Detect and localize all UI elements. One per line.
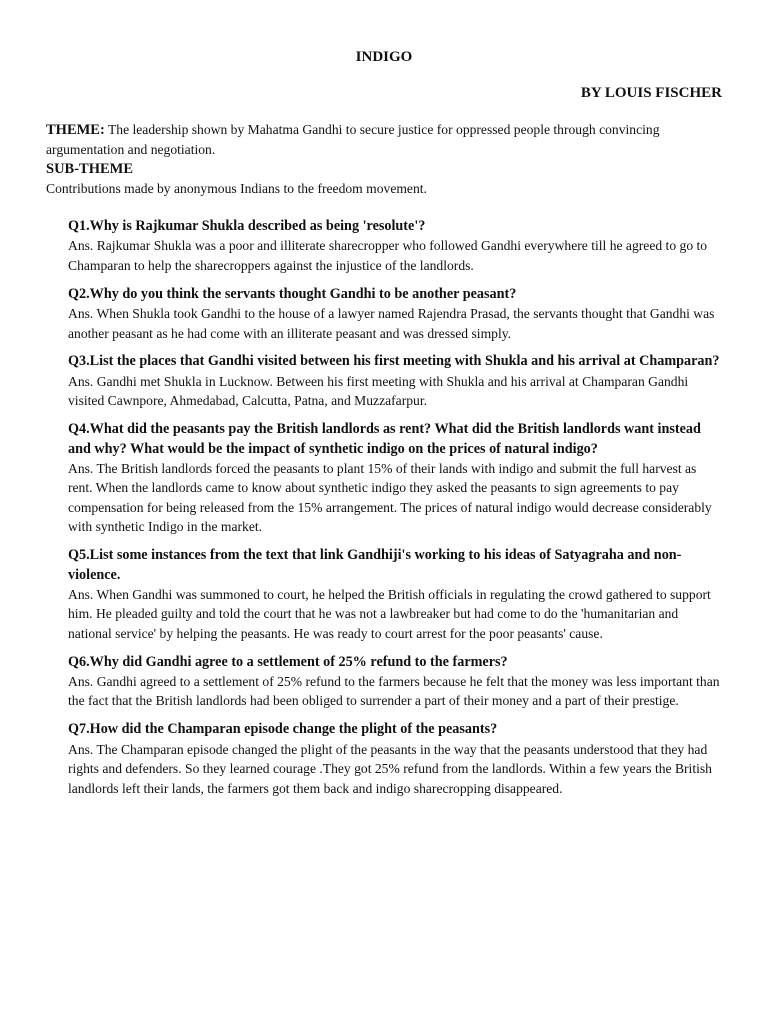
question-5: Q5.List some instances from the text that link Gandhiji's working to his ideas of Satyagraha and non-violence. xyxy=(68,547,682,583)
subtheme-label: SUB-THEME xyxy=(46,160,134,177)
question-7: Q7.How did the Champaran episode change the plight of the peasants? xyxy=(68,721,498,738)
qa-item-1 xyxy=(68,217,722,275)
subtheme-text: Contributions made by anonymous Indians to the freedom movement. xyxy=(46,181,427,197)
qa-list xyxy=(68,217,722,807)
answer-1: Ans. Rajkumar Shukla was a poor and illiterate sharecropper who followed Gandhi everywhere till he agreed to go to Champaran to help the sharecroppers against the injustice of the landlords. xyxy=(68,238,708,273)
theme-paragraph xyxy=(46,120,728,160)
question-1: Q1.Why is Rajkumar Shukla described as being 'resolute'? xyxy=(68,218,426,234)
theme-text: The leadership shown by Mahatma Gandhi to secure justice for oppressed people through convincing argumentation and negotiation. xyxy=(46,122,660,158)
qa-item-6 xyxy=(68,653,722,711)
question-2: Q2.Why do you think the servants thought Gandhi to be another peasant? xyxy=(68,285,517,302)
qa-item-3 xyxy=(68,352,722,410)
question-4: Q4.What did the peasants pay the British landlords as rent? What did the British landlords want instead and why? What would be the impact of synthetic indigo on the prices of natural indigo? xyxy=(68,421,701,457)
question-6: Q6.Why did Gandhi agree to a settlement of 25% refund to the farmers? xyxy=(68,653,508,670)
answer-4: Ans. The British landlords forced the peasants to plant 15% of their lands with indigo and submit the full harvest as rent. When the landlords came to know about synthetic indigo they asked the peasants to sign agreements to pay compensation for being released from the 15% arrangement. The prices of natural indigo would decrease considerably with synthetic Indigo in the market. xyxy=(68,460,712,535)
intro-section xyxy=(46,120,728,199)
answer-3: Ans. Gandhi met Shukla in Lucknow. Between his first meeting with Shukla and his arrival at Champaran Gandhi visited Cawnpore, Ahmedabad, Calcutta, Patna, and Muzzafarpur. xyxy=(68,373,689,409)
document-title: INDIGO xyxy=(355,49,413,65)
qa-item-2 xyxy=(68,285,722,343)
theme-label: THEME: xyxy=(46,122,105,138)
answer-2: Ans. When Shukla took Gandhi to the house of a lawyer named Rajendra Prasad, the servants thought that Gandhi was another peasant as he had come with an illiterate peasant and was dressed simply. xyxy=(68,306,715,341)
answer-6: Ans. Gandhi agreed to a settlement of 25% refund to the farmers because he felt that the money was less important than the fact that the British landlords had been obliged to surrender a part of their money and a part of their prestige. xyxy=(68,674,720,709)
answer-7: Ans. The Champaran episode changed the plight of the peasants in the way that the peasants understood that they had rights and defenders. So they learned courage .They got 25% refund from the landlords. Within a few years the British landlords left their lands, the farmers got them back and indigo sharecropping disappeared. xyxy=(68,741,712,796)
qa-item-4 xyxy=(68,420,722,536)
qa-item-7 xyxy=(68,720,722,798)
qa-item-5 xyxy=(68,546,722,643)
question-3: Q3.List the places that Gandhi visited between his first meeting with Shukla and his arrival at Champaran? xyxy=(68,353,720,370)
answer-5: Ans. When Gandhi was summoned to court, he helped the British officials in regulating the crowd gathered to support him. He pleaded guilty and told the court that he was not a lawbreaker but had come to do the 'humanitarian and national service' by helping the peasants. He was ready to court arrest for the poor peasants' cause. xyxy=(68,586,711,641)
document-author: BY LOUIS FISCHER xyxy=(580,85,722,101)
